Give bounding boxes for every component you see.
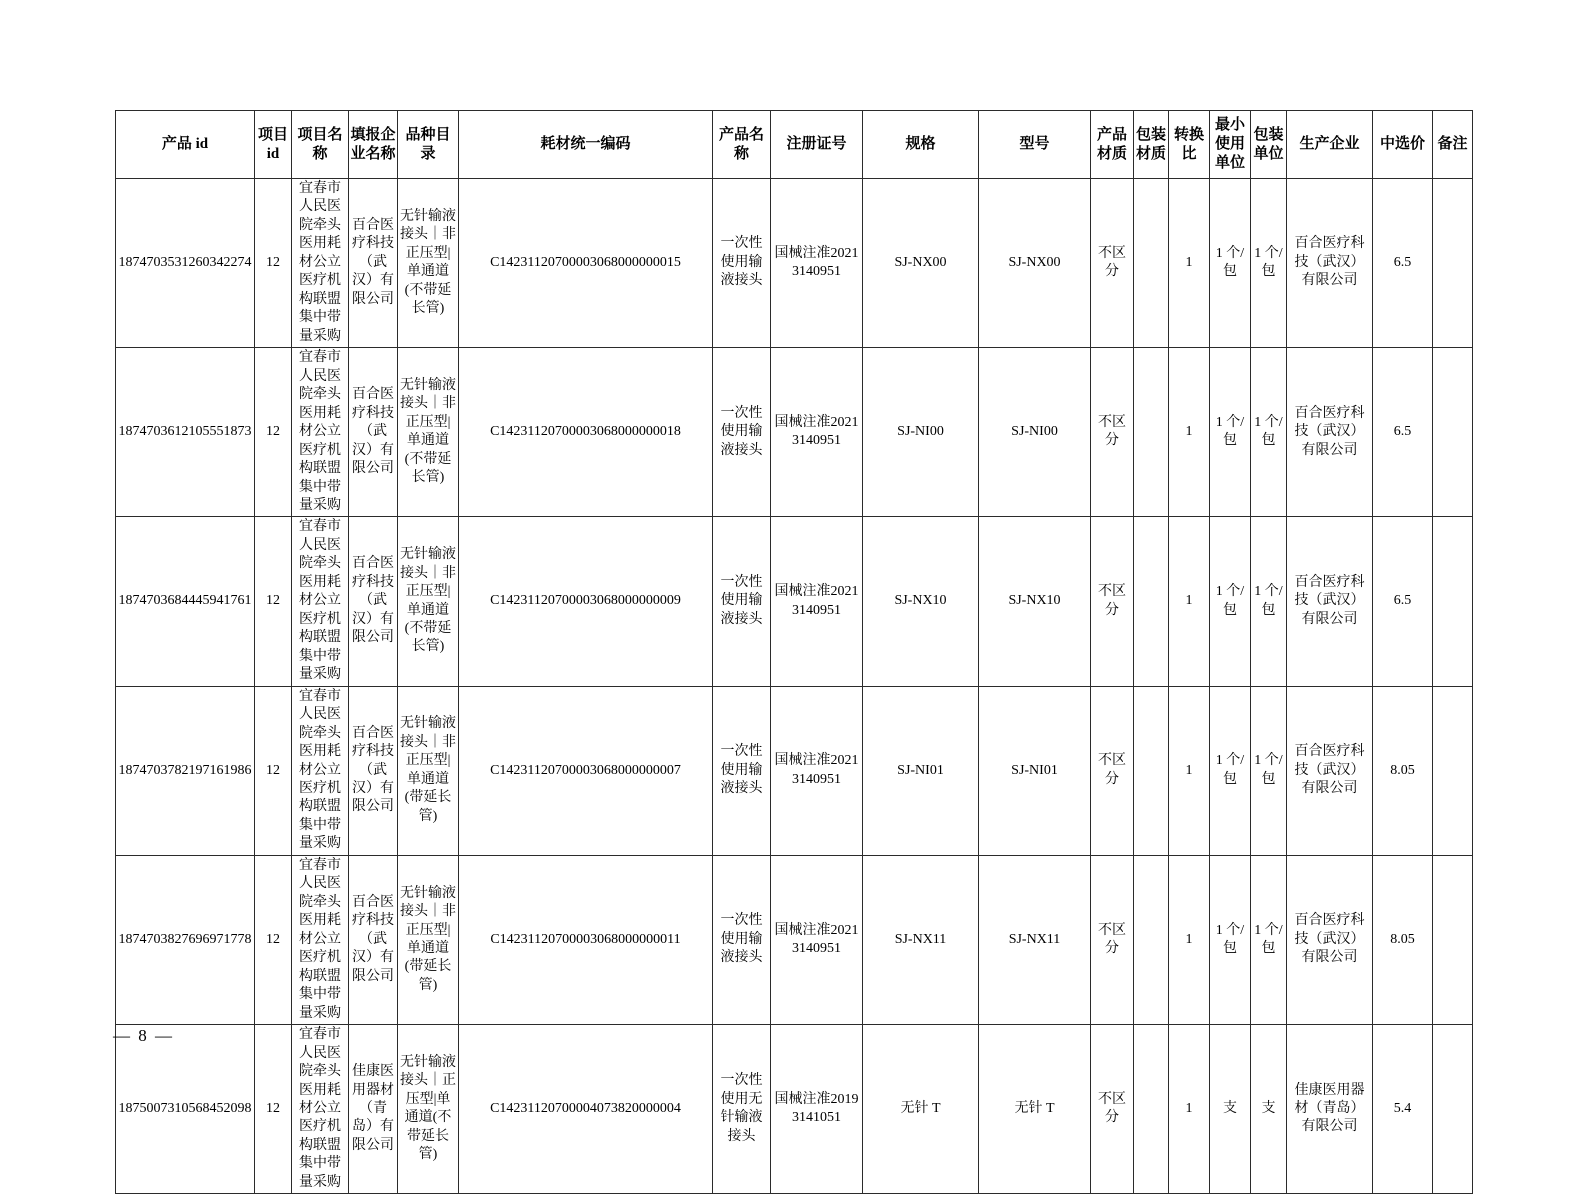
cell-project-id: 12 (255, 517, 292, 686)
cell-package-material (1134, 348, 1169, 517)
cell-product-name: 一次性使用无针输液接头 (713, 1025, 771, 1194)
cell-category: 无针输液接头｜正压型|单通道(不带延长管) (398, 1025, 459, 1194)
column-header-package-unit: 包装单位 (1251, 111, 1287, 179)
cell-consumable-code: C14231120700003068000000015 (459, 179, 713, 348)
cell-registration-no: 国械注准20213140951 (771, 348, 863, 517)
header-row (116, 111, 1473, 179)
cell-model: SJ-NI00 (979, 348, 1091, 517)
cell-package-unit: 1 个/包 (1251, 348, 1287, 517)
column-header-model: 型号 (979, 111, 1091, 179)
cell-project-name: 宜春市人民医院牵头医用耗材公立医疗机构联盟集中带量采购 (292, 517, 349, 686)
column-header-product-name: 产品名称 (713, 111, 771, 179)
column-header-consumable-code: 耗材统一编码 (459, 111, 713, 179)
cell-manufacturer: 百合医疗科技（武汉）有限公司 (1287, 179, 1373, 348)
cell-product-material: 不区分 (1091, 179, 1134, 348)
cell-consumable-code: C14231120700003068000000011 (459, 855, 713, 1024)
cell-conversion-ratio: 1 (1169, 686, 1210, 855)
cell-conversion-ratio: 1 (1169, 348, 1210, 517)
cell-project-name: 宜春市人民医院牵头医用耗材公立医疗机构联盟集中带量采购 (292, 348, 349, 517)
cell-filing-company: 百合医疗科技（武汉）有限公司 (349, 517, 398, 686)
cell-category: 无针输液接头｜非正压型|单通道(不带延长管) (398, 348, 459, 517)
cell-filing-company: 百合医疗科技（武汉）有限公司 (349, 686, 398, 855)
column-header-min-use-unit: 最小使用单位 (1210, 111, 1251, 179)
cell-conversion-ratio: 1 (1169, 855, 1210, 1024)
column-header-filing-company: 填报企业名称 (349, 111, 398, 179)
table-row (116, 517, 1473, 686)
cell-registration-no: 国械注准20213140951 (771, 179, 863, 348)
table-row (116, 855, 1473, 1024)
page-number: — 8 — (113, 1026, 174, 1045)
cell-selected-price: 6.5 (1373, 179, 1433, 348)
cell-category: 无针输液接头｜非正压型|单通道(不带延长管) (398, 179, 459, 348)
cell-registration-no: 国械注准20213140951 (771, 517, 863, 686)
table-body (116, 179, 1473, 1194)
cell-spec: SJ-NI01 (863, 686, 979, 855)
procurement-table (115, 110, 1473, 1194)
cell-product-material: 不区分 (1091, 348, 1134, 517)
cell-conversion-ratio: 1 (1169, 517, 1210, 686)
cell-spec: 无针 T (863, 1025, 979, 1194)
cell-min-use-unit: 支 (1210, 1025, 1251, 1194)
cell-package-unit: 1 个/包 (1251, 179, 1287, 348)
column-header-project-name: 项目名称 (292, 111, 349, 179)
cell-product-id: 1874703531260342274 (116, 179, 255, 348)
cell-model: 无针 T (979, 1025, 1091, 1194)
cell-product-name: 一次性使用输液接头 (713, 517, 771, 686)
cell-project-name: 宜春市人民医院牵头医用耗材公立医疗机构联盟集中带量采购 (292, 855, 349, 1024)
column-header-conversion-ratio: 转换比 (1169, 111, 1210, 179)
cell-product-id: 1874703782197161986 (116, 686, 255, 855)
cell-filing-company: 百合医疗科技（武汉）有限公司 (349, 855, 398, 1024)
cell-consumable-code: C14231120700003068000000009 (459, 517, 713, 686)
cell-remark (1433, 348, 1473, 517)
cell-registration-no: 国械注准20213140951 (771, 686, 863, 855)
cell-package-material (1134, 855, 1169, 1024)
table-row (116, 348, 1473, 517)
cell-product-material: 不区分 (1091, 1025, 1134, 1194)
cell-consumable-code: C14231120700004073820000004 (459, 1025, 713, 1194)
cell-category: 无针输液接头｜非正压型|单通道(不带延长管) (398, 517, 459, 686)
cell-product-name: 一次性使用输液接头 (713, 855, 771, 1024)
cell-conversion-ratio: 1 (1169, 1025, 1210, 1194)
cell-product-id: 1874703827696971778 (116, 855, 255, 1024)
cell-min-use-unit: 1 个/包 (1210, 686, 1251, 855)
cell-min-use-unit: 1 个/包 (1210, 855, 1251, 1024)
cell-model: SJ-NX11 (979, 855, 1091, 1024)
cell-package-material (1134, 1025, 1169, 1194)
cell-project-name: 宜春市人民医院牵头医用耗材公立医疗机构联盟集中带量采购 (292, 179, 349, 348)
cell-selected-price: 8.05 (1373, 686, 1433, 855)
column-header-registration-no: 注册证号 (771, 111, 863, 179)
cell-package-unit: 1 个/包 (1251, 855, 1287, 1024)
cell-consumable-code: C14231120700003068000000007 (459, 686, 713, 855)
cell-project-id: 12 (255, 855, 292, 1024)
cell-product-material: 不区分 (1091, 686, 1134, 855)
cell-package-material (1134, 179, 1169, 348)
cell-project-id: 12 (255, 1025, 292, 1194)
cell-selected-price: 6.5 (1373, 348, 1433, 517)
column-header-package-material: 包装材质 (1134, 111, 1169, 179)
cell-registration-no: 国械注准20213140951 (771, 855, 863, 1024)
column-header-category: 品种目录 (398, 111, 459, 179)
cell-product-name: 一次性使用输液接头 (713, 348, 771, 517)
cell-spec: SJ-NX11 (863, 855, 979, 1024)
cell-model: SJ-NX10 (979, 517, 1091, 686)
table-row (116, 1025, 1473, 1194)
cell-conversion-ratio: 1 (1169, 179, 1210, 348)
column-header-project-id: 项目 id (255, 111, 292, 179)
cell-filing-company: 百合医疗科技（武汉）有限公司 (349, 179, 398, 348)
cell-selected-price: 6.5 (1373, 517, 1433, 686)
cell-manufacturer: 百合医疗科技（武汉）有限公司 (1287, 348, 1373, 517)
cell-min-use-unit: 1 个/包 (1210, 517, 1251, 686)
cell-project-name: 宜春市人民医院牵头医用耗材公立医疗机构联盟集中带量采购 (292, 1025, 349, 1194)
column-header-selected-price: 中选价 (1373, 111, 1433, 179)
cell-product-material: 不区分 (1091, 517, 1134, 686)
cell-product-id: 1874703684445941761 (116, 517, 255, 686)
cell-product-material: 不区分 (1091, 855, 1134, 1024)
cell-min-use-unit: 1 个/包 (1210, 179, 1251, 348)
table-row (116, 179, 1473, 348)
cell-remark (1433, 517, 1473, 686)
column-header-remark: 备注 (1433, 111, 1473, 179)
cell-product-name: 一次性使用输液接头 (713, 179, 771, 348)
cell-remark (1433, 686, 1473, 855)
cell-project-id: 12 (255, 686, 292, 855)
cell-filing-company: 百合医疗科技（武汉）有限公司 (349, 348, 398, 517)
cell-product-id: 1875007310568452098 (116, 1025, 255, 1194)
cell-consumable-code: C14231120700003068000000018 (459, 348, 713, 517)
cell-spec: SJ-NI00 (863, 348, 979, 517)
cell-project-name: 宜春市人民医院牵头医用耗材公立医疗机构联盟集中带量采购 (292, 686, 349, 855)
column-header-manufacturer: 生产企业 (1287, 111, 1373, 179)
table-row (116, 686, 1473, 855)
cell-category: 无针输液接头｜非正压型|单通道(带延长管) (398, 855, 459, 1024)
cell-package-material (1134, 517, 1169, 686)
cell-manufacturer: 佳康医用器材（青岛）有限公司 (1287, 1025, 1373, 1194)
cell-filing-company: 佳康医用器材（青岛）有限公司 (349, 1025, 398, 1194)
cell-spec: SJ-NX00 (863, 179, 979, 348)
cell-product-id: 1874703612105551873 (116, 348, 255, 517)
cell-package-unit: 1 个/包 (1251, 686, 1287, 855)
cell-project-id: 12 (255, 179, 292, 348)
cell-selected-price: 5.4 (1373, 1025, 1433, 1194)
column-header-product-material: 产品材质 (1091, 111, 1134, 179)
cell-category: 无针输液接头｜非正压型|单通道(带延长管) (398, 686, 459, 855)
cell-product-name: 一次性使用输液接头 (713, 686, 771, 855)
cell-remark (1433, 1025, 1473, 1194)
cell-package-material (1134, 686, 1169, 855)
cell-min-use-unit: 1 个/包 (1210, 348, 1251, 517)
cell-model: SJ-NI01 (979, 686, 1091, 855)
cell-spec: SJ-NX10 (863, 517, 979, 686)
cell-remark (1433, 855, 1473, 1024)
column-header-product-id: 产品 id (116, 111, 255, 179)
column-header-spec: 规格 (863, 111, 979, 179)
cell-package-unit: 支 (1251, 1025, 1287, 1194)
cell-manufacturer: 百合医疗科技（武汉）有限公司 (1287, 686, 1373, 855)
cell-project-id: 12 (255, 348, 292, 517)
cell-registration-no: 国械注准20193141051 (771, 1025, 863, 1194)
cell-model: SJ-NX00 (979, 179, 1091, 348)
cell-selected-price: 8.05 (1373, 855, 1433, 1024)
cell-manufacturer: 百合医疗科技（武汉）有限公司 (1287, 517, 1373, 686)
cell-manufacturer: 百合医疗科技（武汉）有限公司 (1287, 855, 1373, 1024)
cell-package-unit: 1 个/包 (1251, 517, 1287, 686)
cell-remark (1433, 179, 1473, 348)
